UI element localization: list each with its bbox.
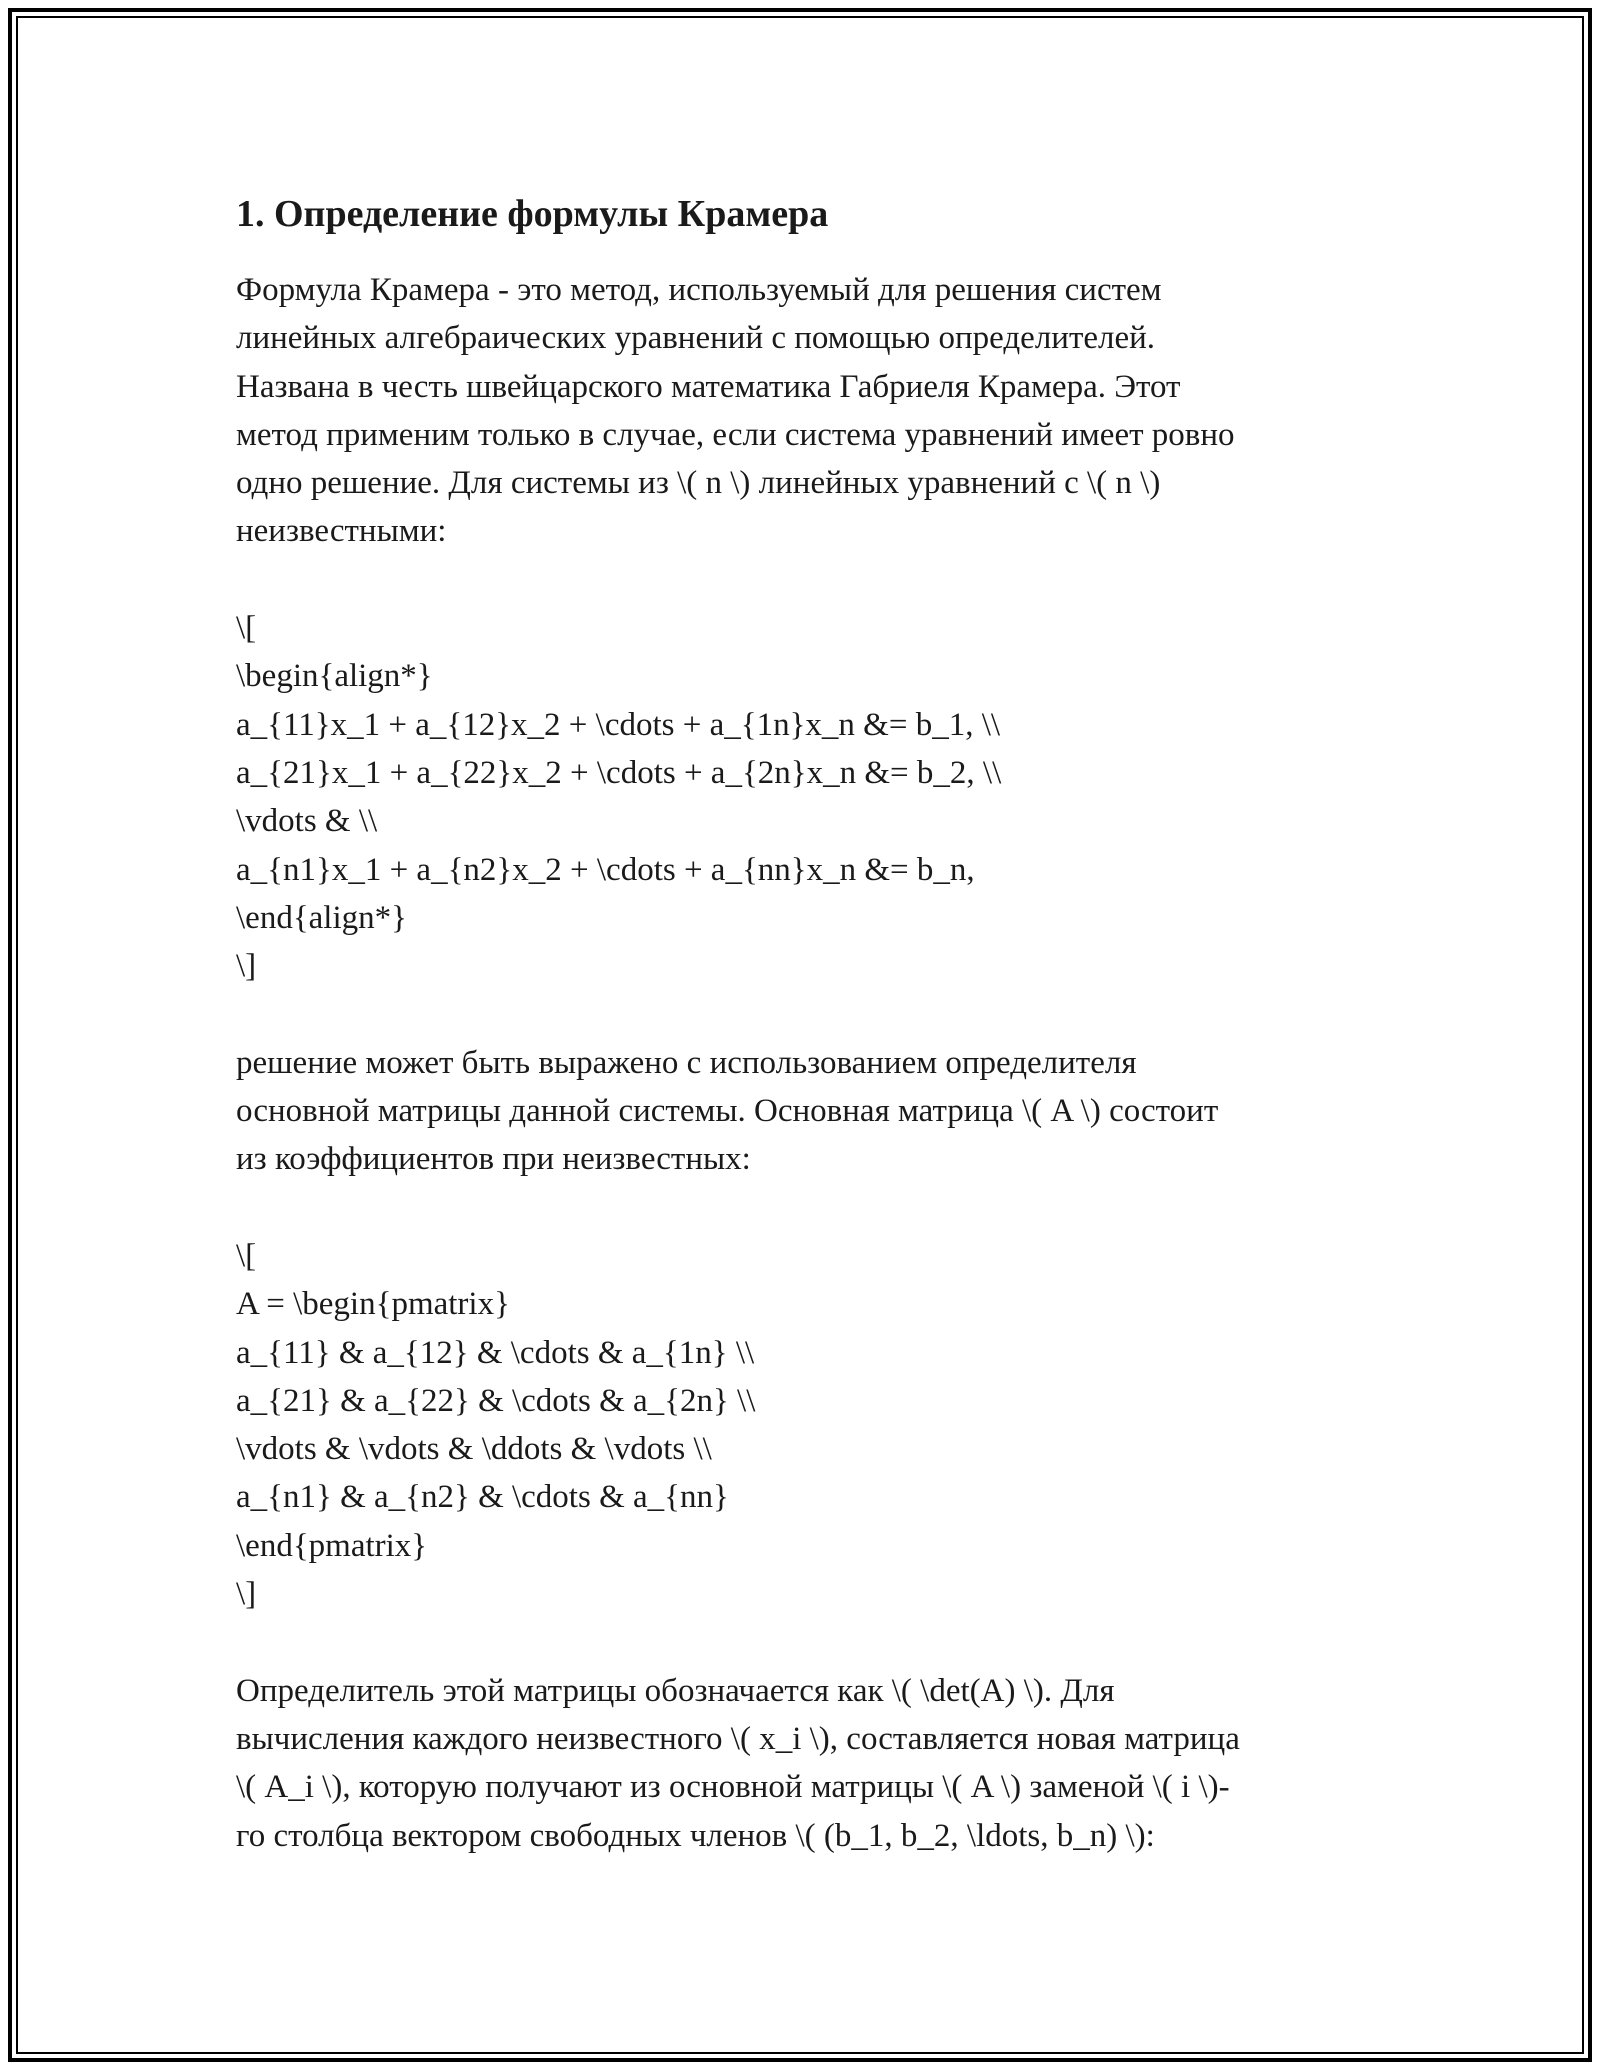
document-content xyxy=(236,186,1366,1860)
determinant-paragraph: Определитель этой матрицы обозначается как \( \det(A) \). Для вычисления каждого неизвестного \( x_i \), составляется новая матрица \( A_i \), которую получают из основной матрицы \( A \) заменой \( i \)- го столбца вектором свободных членов \( (b_1, b_2, \ldots, b_n) \): xyxy=(236,1672,1240,1854)
matrix-intro-paragraph: решение может быть выражено с использованием определителя основной матрицы данной системы. Основная матрица \( A \) состоит из коэффициентов при неизвестных: xyxy=(236,1044,1219,1178)
spacer xyxy=(236,990,1366,1038)
equation-system-latex: \[ \begin{align*} a_{11}x_1 + a_{12}x_2 + \cdots + a_{1n}x_n &= b_1, \\ a_{21}x_1 + a_{22}x_2 + \cdots + a_{2n}x_n &= b_2, \\ \vdots & \\ a_{n1}x_1 + a_{n2}x_2 + \cdots + a_{nn}x_n &= b_n, \end{align*} \] xyxy=(236,610,1002,985)
spacer xyxy=(236,1618,1366,1666)
spacer xyxy=(236,556,1366,604)
matrix-latex: \[ A = \begin{pmatrix} a_{11} & a_{12} & \cdots & a_{1n} \\ a_{21} & a_{22} & \cdots & a_{2n} \\ \vdots & \vdots & \ddots & \vdots \\ a_{n1} & a_{n2} & \cdots & a_{nn} \end{pmatrix} \] xyxy=(236,1237,756,1613)
intro-paragraph: Формула Крамера - это метод, используемый для решения систем линейных алгебраических уравнений с помощью определителей. Названа в честь швейцарского математика Габриеля Крамера. Этот метод применим только в случае, если система уравнений имеет ровно одно решение. Для системы из \( n \) линейных уравнений с \( n \) неизвестными: xyxy=(236,272,1235,550)
spacer xyxy=(236,1184,1366,1232)
section-heading: 1. Определение формулы Крамера xyxy=(236,193,829,235)
